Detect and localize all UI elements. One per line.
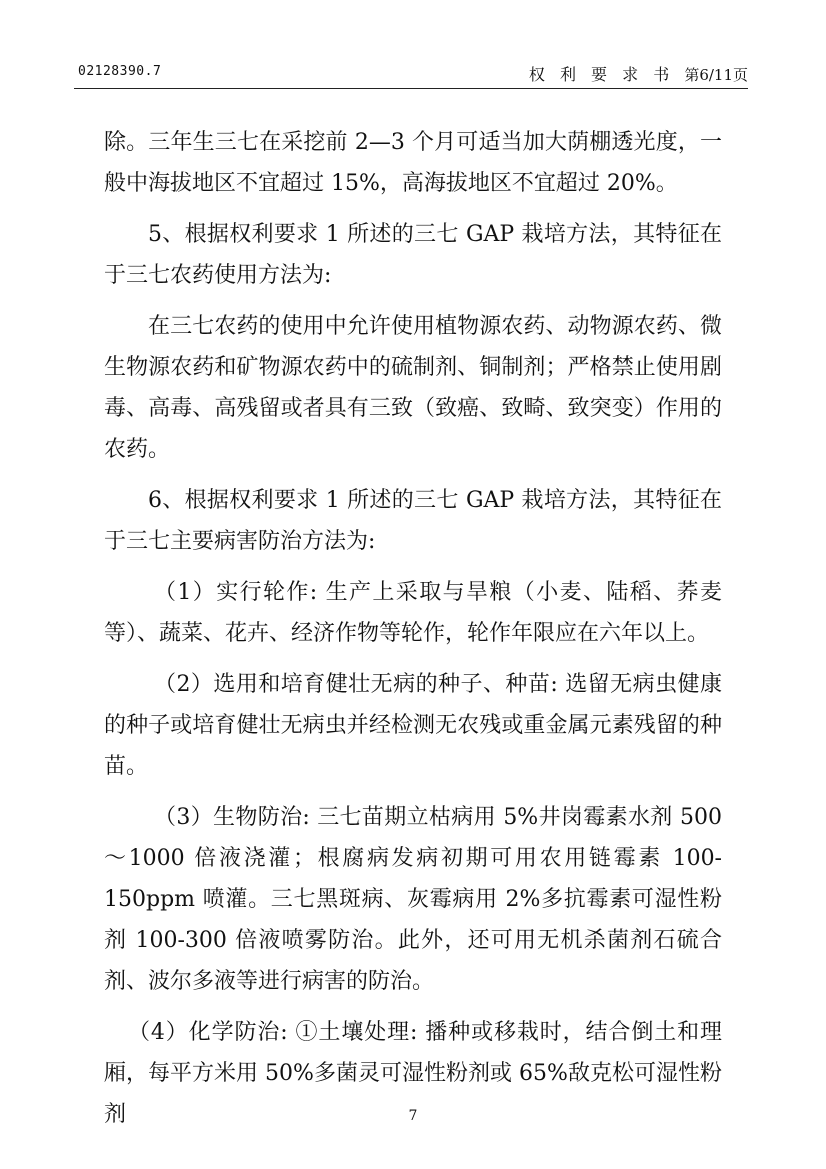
- claim-5-heading: 5、根据权利要求 1 所述的三七 GAP 栽培方法，其特征在于三七农药使用方法为:: [104, 222, 722, 288]
- claim-5-body: 在三七农药的使用中允许使用植物源农药、动物源农药、微生物源农药和矿物源农药中的硫制剂、铜制剂；严格禁止使用剧毒、高毒、高残留或者具有三致（致癌、致畸、致突变）作用的农药。: [104, 314, 722, 462]
- paragraph-continuation: 除。三年生三七在采挖前 2—3 个月可适当加大荫棚透光度，一般中海拔地区不宜超过 15%，高海拔地区不宜超过 20%。: [104, 130, 722, 196]
- page-header: [74, 62, 748, 89]
- claim-6-item-3: （3）生物防治: 三七苗期立枯病用 5%井岗霉素水剂 500～1000 倍液浇灌；根腐病发病初期可用农用链霉素 100-150ppm 喷灌。三七黑斑病、灰霉病用 2%多抗霉素可湿性粉剂 100-300 倍液喷雾防治。此外，还可用无机杀菌剂石硫合剂、波尔多液等进行病害的防治。: [104, 805, 722, 994]
- document-body: [104, 122, 722, 1135]
- document-title-text: 权 利 要 求 书: [528, 65, 675, 84]
- document-title: [529, 62, 748, 85]
- claim-6-item-1: （1）实行轮作: 生产上采取与旱粮（小麦、陆稻、荞麦等）、蔬菜、花卉、经济作物等轮作，轮作年限应在六年以上。: [104, 580, 722, 646]
- claim-6-heading: 6、根据权利要求 1 所述的三七 GAP 栽培方法，其特征在于三七主要病害防治方法为:: [104, 488, 722, 554]
- claim-6-item-4: （4）化学防治: ①土壤处理: 播种或移栽时，结合倒土和理厢，每平方米用 50%多菌灵可湿性粉剂或 65%敌克松可湿性粉剂: [104, 1020, 722, 1127]
- application-number: 02128390.7: [78, 64, 162, 79]
- page-label: 第6/11页: [684, 66, 748, 84]
- page-number: 7: [408, 1108, 418, 1124]
- claim-6-item-2: （2）选用和培育健壮无病的种子、种苗: 选留无病虫健康的种子或培育健壮无病虫并经检测无农残或重金属元素残留的种苗。: [104, 672, 722, 779]
